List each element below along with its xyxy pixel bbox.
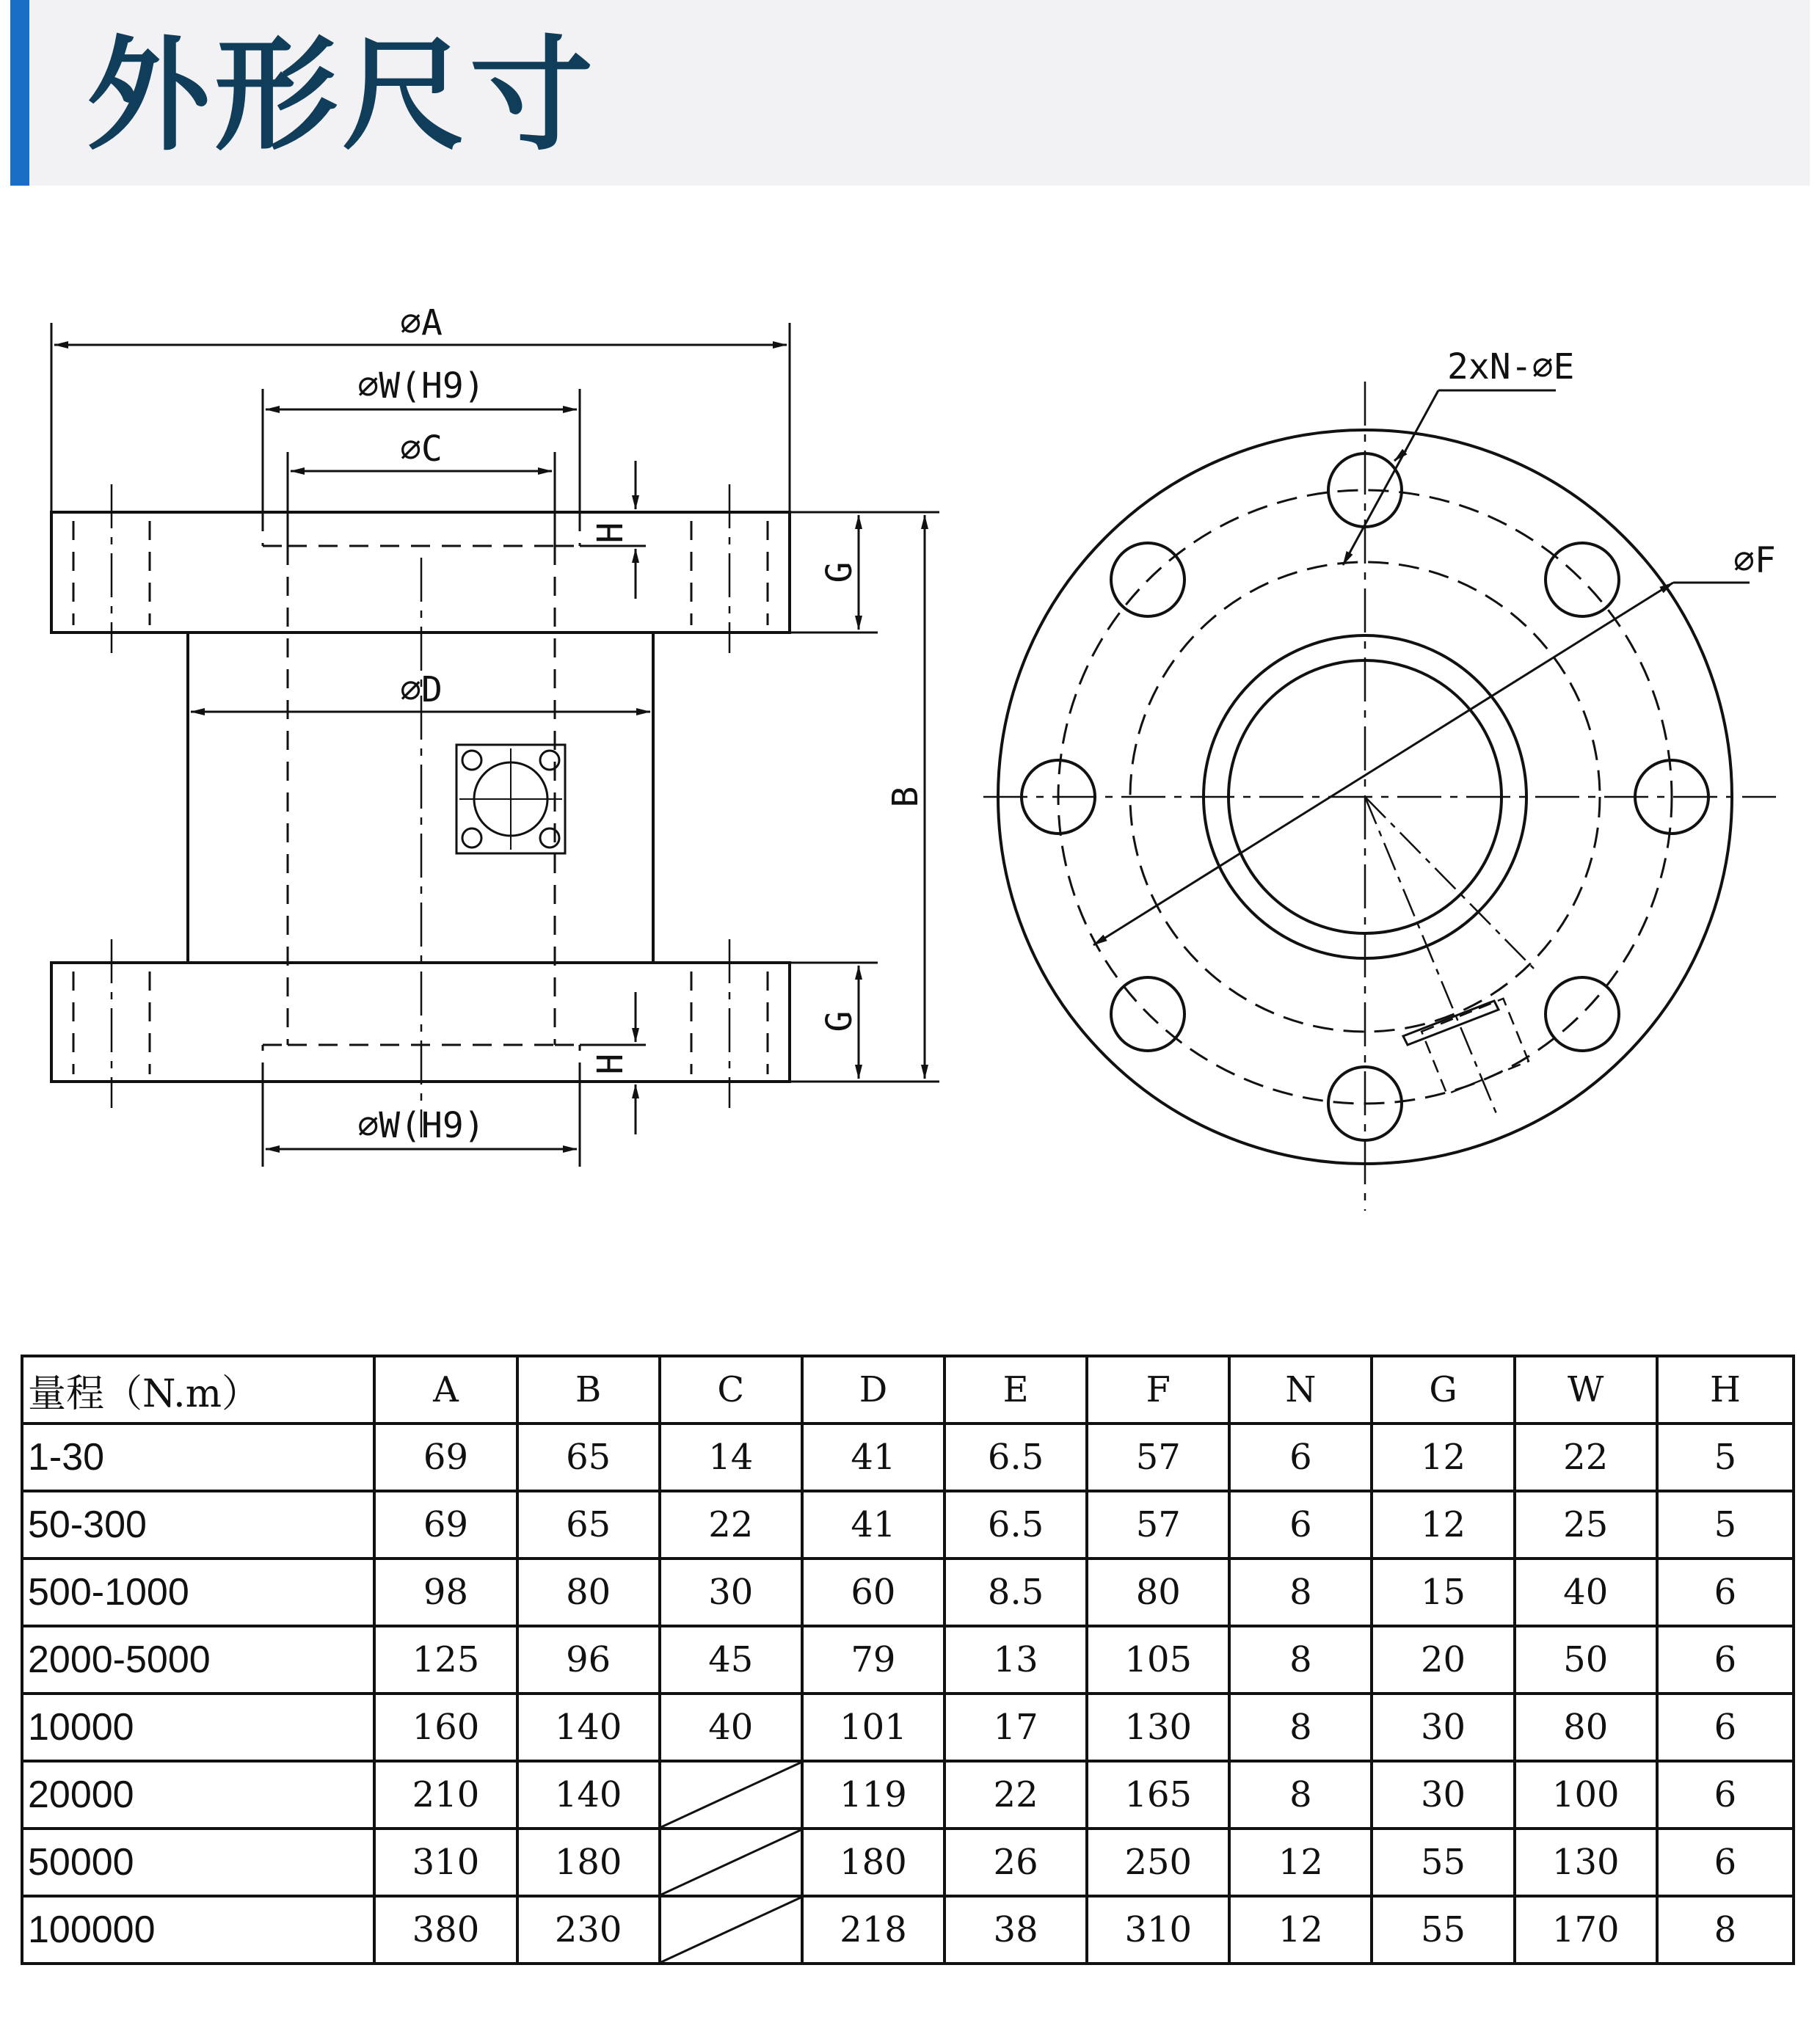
cell-range: 50000 bbox=[22, 1829, 374, 1896]
header-a: A bbox=[374, 1356, 517, 1424]
cell-b: 65 bbox=[517, 1424, 660, 1491]
cell-f: 80 bbox=[1087, 1559, 1229, 1626]
cell-f: 57 bbox=[1087, 1491, 1229, 1559]
cell-d: 41 bbox=[802, 1491, 944, 1559]
cell-e: 6.5 bbox=[944, 1424, 1087, 1491]
cell-range: 1-30 bbox=[22, 1424, 374, 1491]
cell-d: 180 bbox=[802, 1829, 944, 1896]
cell-h: 5 bbox=[1657, 1424, 1794, 1491]
cell-a: 98 bbox=[374, 1559, 517, 1626]
cell-h: 6 bbox=[1657, 1559, 1794, 1626]
cell-range: 20000 bbox=[22, 1761, 374, 1829]
table-row bbox=[22, 1829, 1794, 1896]
cell-d: 60 bbox=[802, 1559, 944, 1626]
dimension-table bbox=[21, 1355, 1795, 1965]
header-accent-bar bbox=[10, 0, 29, 186]
cell-h: 6 bbox=[1657, 1761, 1794, 1829]
label-dia-a: ⌀A bbox=[400, 302, 443, 343]
cell-w: 40 bbox=[1515, 1559, 1657, 1626]
cell-a: 69 bbox=[374, 1424, 517, 1491]
cell-d: 79 bbox=[802, 1626, 944, 1694]
cell-a: 210 bbox=[374, 1761, 517, 1829]
cell-b: 140 bbox=[517, 1761, 660, 1829]
header-c: C bbox=[660, 1356, 802, 1424]
cell-g: 30 bbox=[1372, 1761, 1514, 1829]
cell-c-not-applicable bbox=[660, 1761, 802, 1829]
cell-f: 165 bbox=[1087, 1761, 1229, 1829]
table-header-row bbox=[22, 1356, 1794, 1424]
table-row bbox=[22, 1424, 1794, 1491]
cell-h: 6 bbox=[1657, 1694, 1794, 1761]
cell-c: 22 bbox=[660, 1491, 802, 1559]
header-b: B bbox=[517, 1356, 660, 1424]
cell-e: 38 bbox=[944, 1896, 1087, 1964]
cell-d: 119 bbox=[802, 1761, 944, 1829]
front-view bbox=[983, 382, 1776, 1211]
cell-g: 12 bbox=[1372, 1491, 1514, 1559]
cell-g: 20 bbox=[1372, 1626, 1514, 1694]
cell-h: 6 bbox=[1657, 1626, 1794, 1694]
cell-range: 500-1000 bbox=[22, 1559, 374, 1626]
cell-e: 26 bbox=[944, 1829, 1087, 1896]
cell-b: 230 bbox=[517, 1896, 660, 1964]
table-row bbox=[22, 1761, 1794, 1829]
table-row bbox=[22, 1626, 1794, 1694]
header-n: N bbox=[1229, 1356, 1372, 1424]
header-g: G bbox=[1372, 1356, 1514, 1424]
cell-e: 22 bbox=[944, 1761, 1087, 1829]
cell-n: 8 bbox=[1229, 1626, 1372, 1694]
cell-w: 25 bbox=[1515, 1491, 1657, 1559]
cell-a: 160 bbox=[374, 1694, 517, 1761]
cell-range: 100000 bbox=[22, 1896, 374, 1964]
header-d: D bbox=[802, 1356, 944, 1424]
cell-f: 105 bbox=[1087, 1626, 1229, 1694]
page-title: 外形尺寸 bbox=[87, 23, 597, 167]
label-dia-w-bottom: ⌀W(H9) bbox=[357, 1105, 485, 1146]
cell-b: 96 bbox=[517, 1626, 660, 1694]
cell-a: 380 bbox=[374, 1896, 517, 1964]
table-row bbox=[22, 1896, 1794, 1964]
cell-w: 22 bbox=[1515, 1424, 1657, 1491]
side-view bbox=[51, 323, 939, 1167]
label-dia-d: ⌀D bbox=[400, 669, 443, 710]
cell-w: 170 bbox=[1515, 1896, 1657, 1964]
cell-w: 50 bbox=[1515, 1626, 1657, 1694]
header-f: F bbox=[1087, 1356, 1229, 1424]
label-g-bottom: G bbox=[819, 1010, 860, 1032]
cell-n: 12 bbox=[1229, 1896, 1372, 1964]
dimension-drawing bbox=[0, 264, 1820, 1233]
label-h-bottom: H bbox=[590, 1053, 631, 1075]
cell-range: 10000 bbox=[22, 1694, 374, 1761]
cell-e: 8.5 bbox=[944, 1559, 1087, 1626]
cell-a: 310 bbox=[374, 1829, 517, 1896]
cell-h: 6 bbox=[1657, 1829, 1794, 1896]
header-range: 量程（N.m） bbox=[22, 1356, 374, 1424]
cell-a: 125 bbox=[374, 1626, 517, 1694]
cell-f: 57 bbox=[1087, 1424, 1229, 1491]
cell-d: 101 bbox=[802, 1694, 944, 1761]
cell-n: 6 bbox=[1229, 1424, 1372, 1491]
cell-g: 55 bbox=[1372, 1896, 1514, 1964]
cell-n: 12 bbox=[1229, 1829, 1372, 1896]
cell-f: 310 bbox=[1087, 1896, 1229, 1964]
cell-w: 130 bbox=[1515, 1829, 1657, 1896]
label-holes: 2xN-⌀E bbox=[1447, 346, 1575, 387]
cell-f: 250 bbox=[1087, 1829, 1229, 1896]
table-row bbox=[22, 1491, 1794, 1559]
cell-b: 140 bbox=[517, 1694, 660, 1761]
cell-b: 80 bbox=[517, 1559, 660, 1626]
header-h: H bbox=[1657, 1356, 1794, 1424]
label-dia-w-top: ⌀W(H9) bbox=[357, 365, 485, 407]
cell-n: 8 bbox=[1229, 1694, 1372, 1761]
cell-c: 40 bbox=[660, 1694, 802, 1761]
cell-n: 8 bbox=[1229, 1761, 1372, 1829]
cell-c-not-applicable bbox=[660, 1829, 802, 1896]
cell-n: 8 bbox=[1229, 1559, 1372, 1626]
label-h-top: H bbox=[590, 522, 631, 544]
cell-g: 15 bbox=[1372, 1559, 1514, 1626]
cell-c: 45 bbox=[660, 1626, 802, 1694]
cell-w: 100 bbox=[1515, 1761, 1657, 1829]
cell-f: 130 bbox=[1087, 1694, 1229, 1761]
cell-e: 6.5 bbox=[944, 1491, 1087, 1559]
cell-c-not-applicable bbox=[660, 1896, 802, 1964]
cell-c: 14 bbox=[660, 1424, 802, 1491]
header-w: W bbox=[1515, 1356, 1657, 1424]
connector bbox=[456, 745, 565, 853]
cell-b: 180 bbox=[517, 1829, 660, 1896]
cell-c: 30 bbox=[660, 1559, 802, 1626]
cell-range: 2000-5000 bbox=[22, 1626, 374, 1694]
label-dia-f: ⌀F bbox=[1733, 540, 1776, 581]
cell-e: 17 bbox=[944, 1694, 1087, 1761]
cell-g: 12 bbox=[1372, 1424, 1514, 1491]
cell-b: 65 bbox=[517, 1491, 660, 1559]
cell-range: 50-300 bbox=[22, 1491, 374, 1559]
cell-d: 218 bbox=[802, 1896, 944, 1964]
cell-d: 41 bbox=[802, 1424, 944, 1491]
cell-h: 5 bbox=[1657, 1491, 1794, 1559]
cell-h: 8 bbox=[1657, 1896, 1794, 1964]
cell-a: 69 bbox=[374, 1491, 517, 1559]
label-b: B bbox=[885, 786, 926, 808]
header-e: E bbox=[944, 1356, 1087, 1424]
cell-g: 30 bbox=[1372, 1694, 1514, 1761]
label-g-top: G bbox=[819, 561, 860, 583]
table-row bbox=[22, 1559, 1794, 1626]
cell-n: 6 bbox=[1229, 1491, 1372, 1559]
table-row bbox=[22, 1694, 1794, 1761]
label-dia-c: ⌀C bbox=[400, 429, 443, 470]
cell-g: 55 bbox=[1372, 1829, 1514, 1896]
cell-w: 80 bbox=[1515, 1694, 1657, 1761]
cell-e: 13 bbox=[944, 1626, 1087, 1694]
